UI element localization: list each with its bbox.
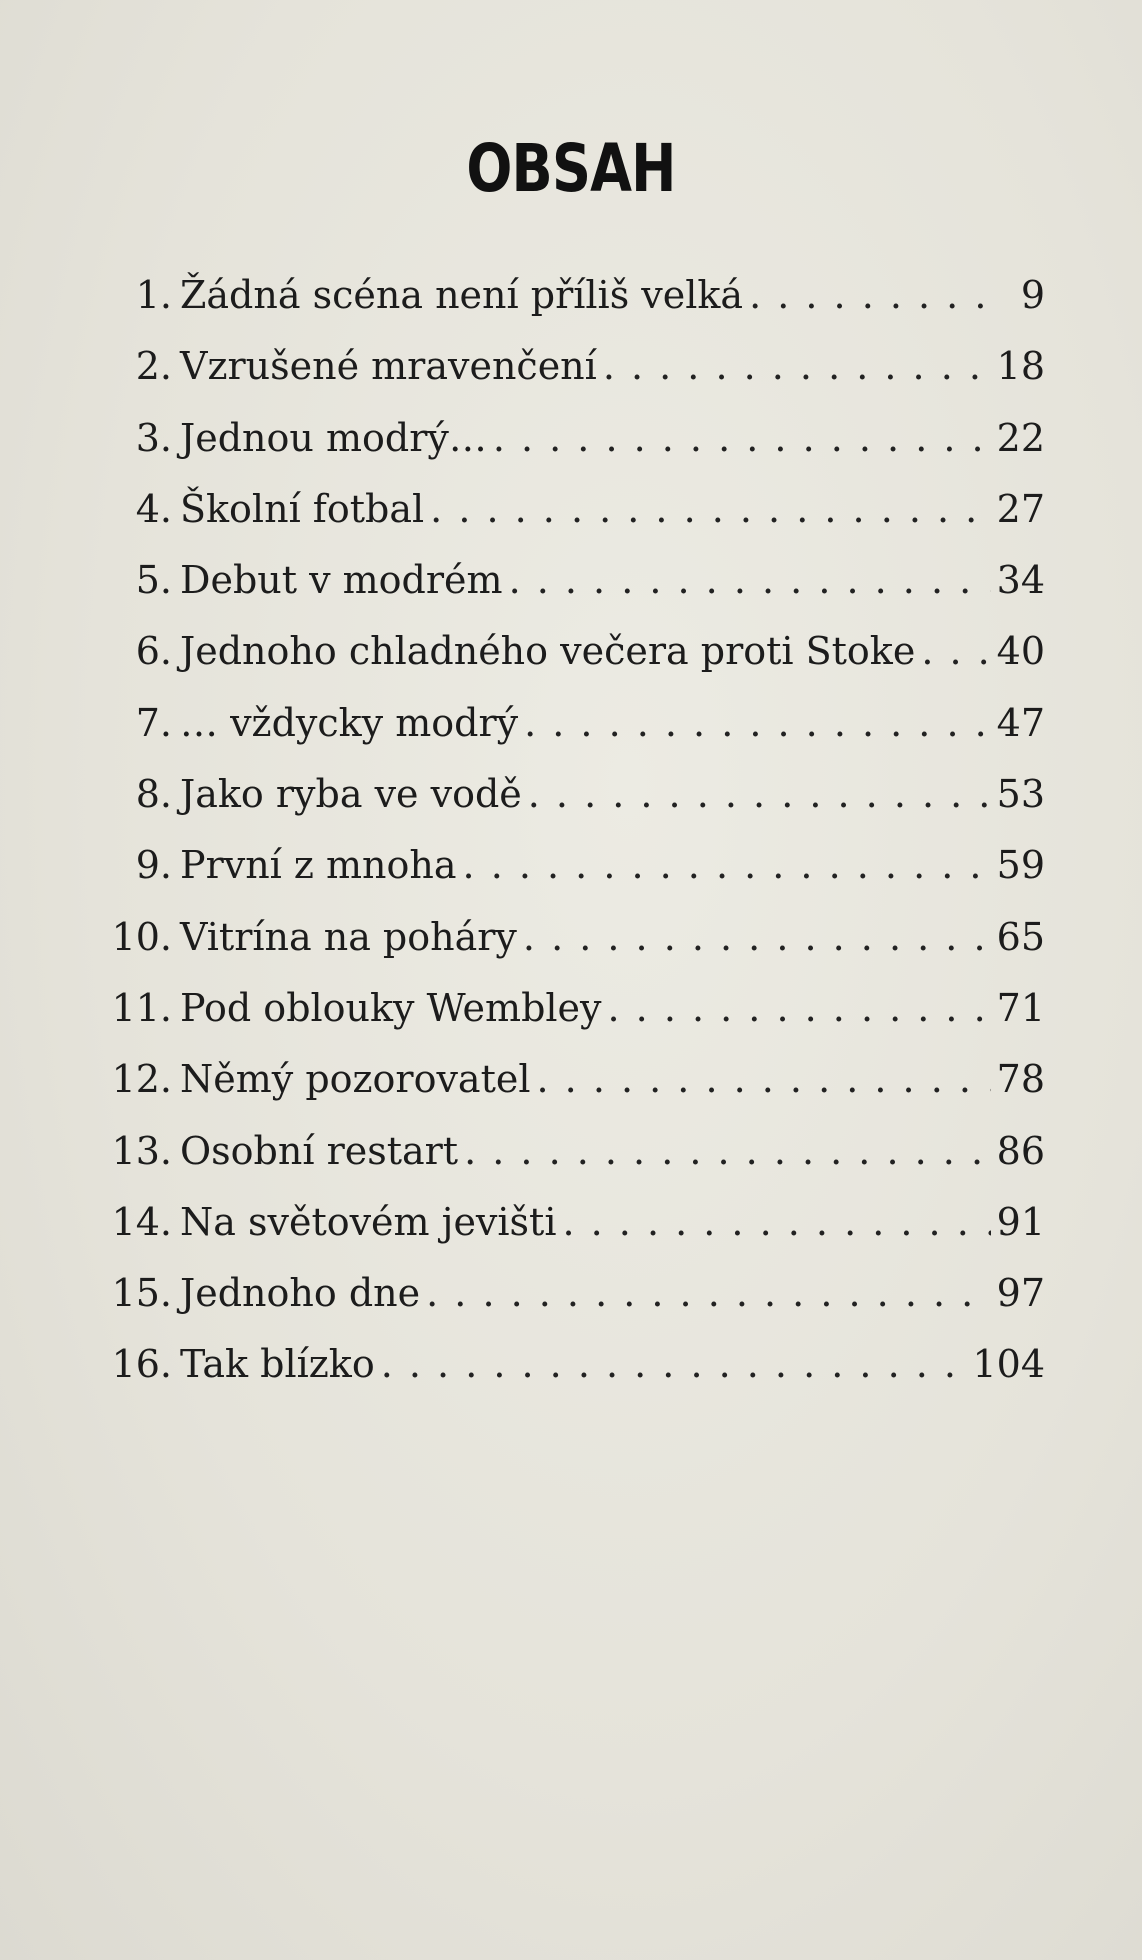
dot-leader [493, 403, 991, 474]
entry-title: Debut v modrém [180, 558, 503, 603]
entry-title: Tak blízko [180, 1342, 375, 1387]
entry-number: 15. [111, 1271, 172, 1316]
entry-page: 47 [996, 700, 1045, 745]
toc-entry [100, 902, 1045, 973]
entry-page: 91 [996, 1199, 1045, 1244]
dot-leader [381, 1329, 967, 1400]
toc-entry [100, 260, 1045, 331]
dot-leader [426, 1258, 991, 1329]
entry-page: 27 [996, 486, 1045, 531]
dot-leader [749, 260, 1003, 331]
dot-leader [608, 973, 991, 1044]
toc-entry [100, 759, 1045, 830]
dot-leader [528, 759, 991, 830]
toc-entry [100, 1044, 1045, 1115]
entry-number: 5. [135, 558, 172, 603]
entry-number: 11. [111, 985, 172, 1030]
toc-entry [100, 1258, 1045, 1329]
entry-page: 22 [996, 415, 1045, 460]
page-title: OBSAH [466, 130, 676, 207]
entry-number: 9. [135, 843, 172, 888]
entry-title: Němý pozorovatel [180, 1057, 531, 1102]
entry-title: Vitrína na poháry [180, 914, 517, 959]
toc-entry [100, 1187, 1045, 1258]
toc-entry [100, 973, 1045, 1044]
entry-title: Jako ryba ve vodě [180, 772, 522, 817]
entry-page: 34 [996, 558, 1045, 603]
entry-title: Pod oblouky Wembley [180, 985, 602, 1030]
entry-number: 14. [111, 1199, 172, 1244]
dot-leader [523, 902, 991, 973]
dot-leader [464, 1116, 991, 1187]
entry-title: Na světovém jevišti [180, 1199, 557, 1244]
toc-entry [100, 1116, 1045, 1187]
dot-leader [430, 474, 990, 545]
entry-number: 3. [135, 415, 172, 460]
table-of-contents [100, 260, 1045, 1401]
entry-title: Školní fotbal [180, 486, 425, 531]
toc-entry [100, 403, 1045, 474]
entry-page: 65 [996, 914, 1045, 959]
entry-title: Žádná scéna není příliš velká [180, 273, 744, 317]
entry-title: Jednou modrý… [180, 415, 487, 460]
entry-title: … vždycky modrý [180, 700, 519, 745]
entry-number: 7. [135, 700, 172, 745]
toc-entry [100, 331, 1045, 402]
toc-entry [100, 474, 1045, 545]
entry-page: 9 [1020, 273, 1045, 317]
toc-entry [100, 616, 1045, 687]
toc-entry [100, 1329, 1045, 1400]
entry-number: 1. [135, 273, 172, 317]
entry-title: Vzrušené mravenčení [180, 344, 597, 389]
entry-number: 10. [111, 914, 172, 959]
entry-title: První z mnoha [180, 843, 457, 888]
entry-page: 40 [996, 629, 1045, 674]
entry-number: 12. [111, 1057, 172, 1102]
entry-title: Jednoho chladného večera proti Stoke [180, 629, 916, 674]
dot-leader [509, 545, 991, 616]
toc-entry [100, 830, 1045, 901]
dot-leader [921, 616, 990, 687]
entry-number: 6. [135, 629, 172, 674]
entry-page: 59 [996, 843, 1045, 888]
entry-number: 2. [135, 344, 172, 389]
dot-leader [537, 1044, 991, 1115]
dot-leader [463, 830, 991, 901]
entry-page: 53 [996, 772, 1045, 817]
dot-leader [603, 331, 991, 402]
toc-entry [100, 688, 1045, 759]
entry-number: 4. [135, 486, 172, 531]
toc-entry [100, 545, 1045, 616]
entry-number: 16. [111, 1342, 172, 1387]
dot-leader [524, 688, 991, 759]
entry-title: Osobní restart [180, 1128, 459, 1173]
entry-page: 78 [996, 1057, 1045, 1102]
entry-page: 86 [996, 1128, 1045, 1173]
entry-page: 97 [996, 1271, 1045, 1316]
entry-page: 71 [996, 985, 1045, 1030]
entry-page: 18 [996, 344, 1045, 389]
entry-page: 104 [972, 1342, 1045, 1387]
dot-leader [562, 1187, 990, 1258]
entry-number: 13. [111, 1128, 172, 1173]
entry-number: 8. [135, 772, 172, 817]
entry-title: Jednoho dne [180, 1271, 421, 1316]
